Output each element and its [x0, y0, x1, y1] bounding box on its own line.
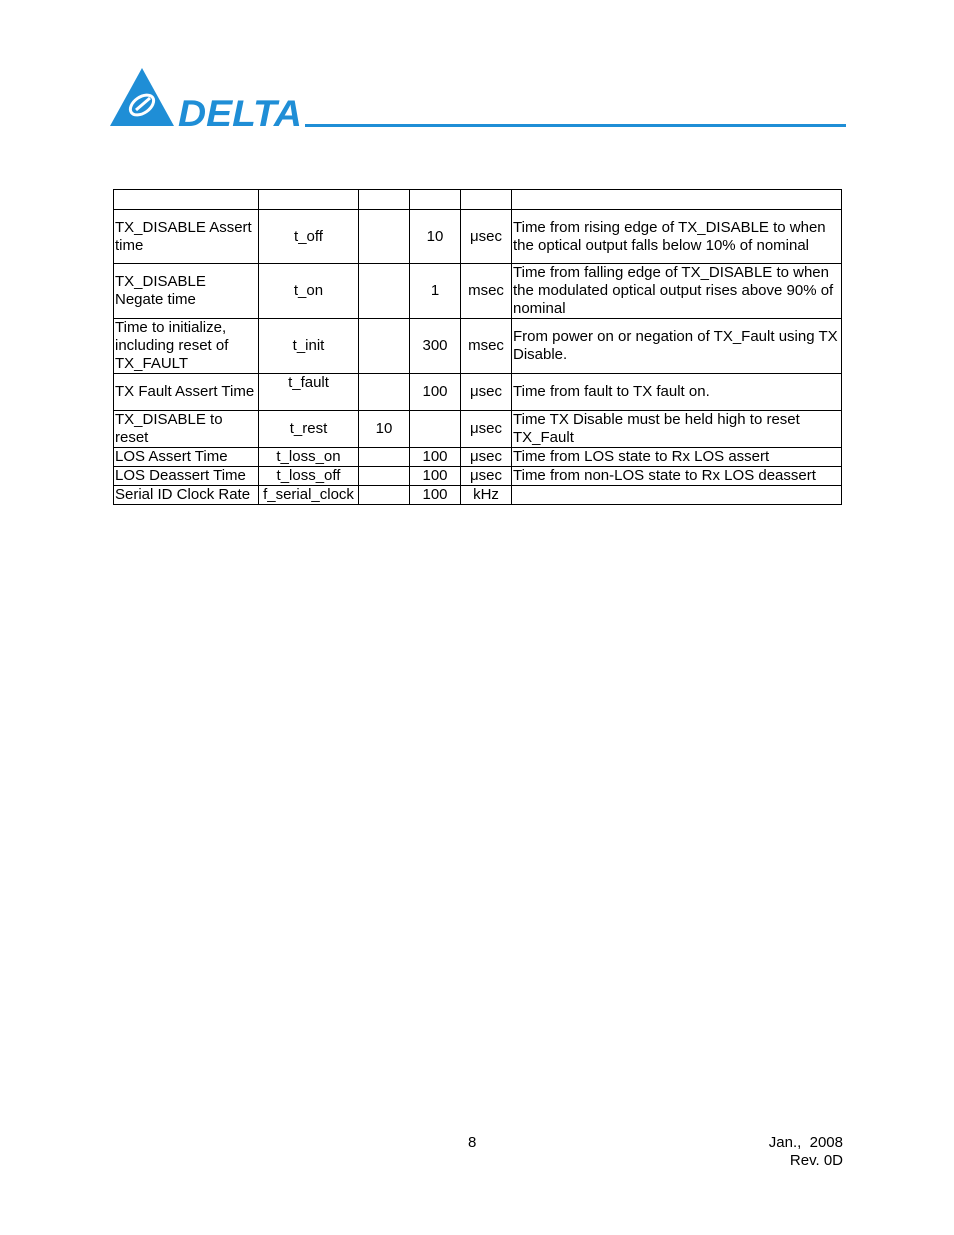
min-cell [359, 374, 410, 411]
max-cell: 100 [410, 448, 461, 467]
param-cell: TX Fault Assert Time [114, 374, 259, 411]
symbol-cell: t_on [259, 264, 359, 319]
max-cell: 10 [410, 210, 461, 264]
min-cell [359, 319, 410, 374]
symbol-cell: t_fault [259, 374, 359, 411]
svg-text:DELTA: DELTA [178, 93, 302, 128]
table-row [114, 486, 842, 505]
max-cell: 100 [410, 486, 461, 505]
notes-cell: Time from falling edge of TX_DISABLE to when the modulated optical output rises above 90% of nominal [512, 264, 842, 319]
min-cell [359, 486, 410, 505]
table-row [114, 467, 842, 486]
notes-cell [512, 486, 842, 505]
unit-cell: msec [461, 319, 512, 374]
unit-cell: msec [461, 264, 512, 319]
header-cell [461, 190, 512, 210]
page-number: 8 [468, 1134, 477, 1151]
unit-cell: μsec [461, 448, 512, 467]
param-cell: TX_DISABLE to reset [114, 411, 259, 448]
max-cell [410, 411, 461, 448]
min-cell: 10 [359, 411, 410, 448]
max-cell: 100 [410, 374, 461, 411]
max-cell: 1 [410, 264, 461, 319]
header-rule [305, 124, 846, 127]
table-row [114, 319, 842, 374]
notes-cell: Time from fault to TX fault on. [512, 374, 842, 411]
max-cell: 300 [410, 319, 461, 374]
symbol-cell: t_init [259, 319, 359, 374]
min-cell [359, 448, 410, 467]
header-cell [359, 190, 410, 210]
min-cell [359, 210, 410, 264]
unit-cell: μsec [461, 467, 512, 486]
header-cell [512, 190, 842, 210]
symbol-cell: t_loss_on [259, 448, 359, 467]
notes-cell: Time from rising edge of TX_DISABLE to when the optical output falls below 10% of nominal [512, 210, 842, 264]
max-cell: 100 [410, 467, 461, 486]
notes-cell: Time TX Disable must be held high to reset TX_Fault [512, 411, 842, 448]
symbol-cell: t_loss_off [259, 467, 359, 486]
symbol-cell: f_serial_clock [259, 486, 359, 505]
document-revision: Rev. 0D [789, 1152, 843, 1169]
header-cell [259, 190, 359, 210]
delta-logo [110, 66, 305, 128]
document-date: Jan., 2008 [768, 1134, 843, 1151]
min-cell [359, 467, 410, 486]
table-row [114, 264, 842, 319]
unit-cell: μsec [461, 411, 512, 448]
table-row [114, 374, 842, 411]
unit-cell: μsec [461, 210, 512, 264]
table-header-row [114, 190, 842, 210]
param-cell: TX_DISABLE Assert time [114, 210, 259, 264]
timing-spec-table [113, 189, 842, 505]
param-cell: Serial ID Clock Rate [114, 486, 259, 505]
notes-cell: Time from non-LOS state to Rx LOS deassert [512, 467, 842, 486]
header-cell [114, 190, 259, 210]
notes-cell: From power on or negation of TX_Fault using TX Disable. [512, 319, 842, 374]
min-cell [359, 264, 410, 319]
param-cell: Time to initialize, including reset of TX_FAULT [114, 319, 259, 374]
param-cell: TX_DISABLE Negate time [114, 264, 259, 319]
header-cell [410, 190, 461, 210]
param-cell: LOS Assert Time [114, 448, 259, 467]
unit-cell: μsec [461, 374, 512, 411]
notes-cell: Time from LOS state to Rx LOS assert [512, 448, 842, 467]
param-cell: LOS Deassert Time [114, 467, 259, 486]
unit-cell: kHz [461, 486, 512, 505]
table-row [114, 411, 842, 448]
symbol-cell: t_off [259, 210, 359, 264]
symbol-cell: t_rest [259, 411, 359, 448]
table-row [114, 448, 842, 467]
table-row [114, 210, 842, 264]
